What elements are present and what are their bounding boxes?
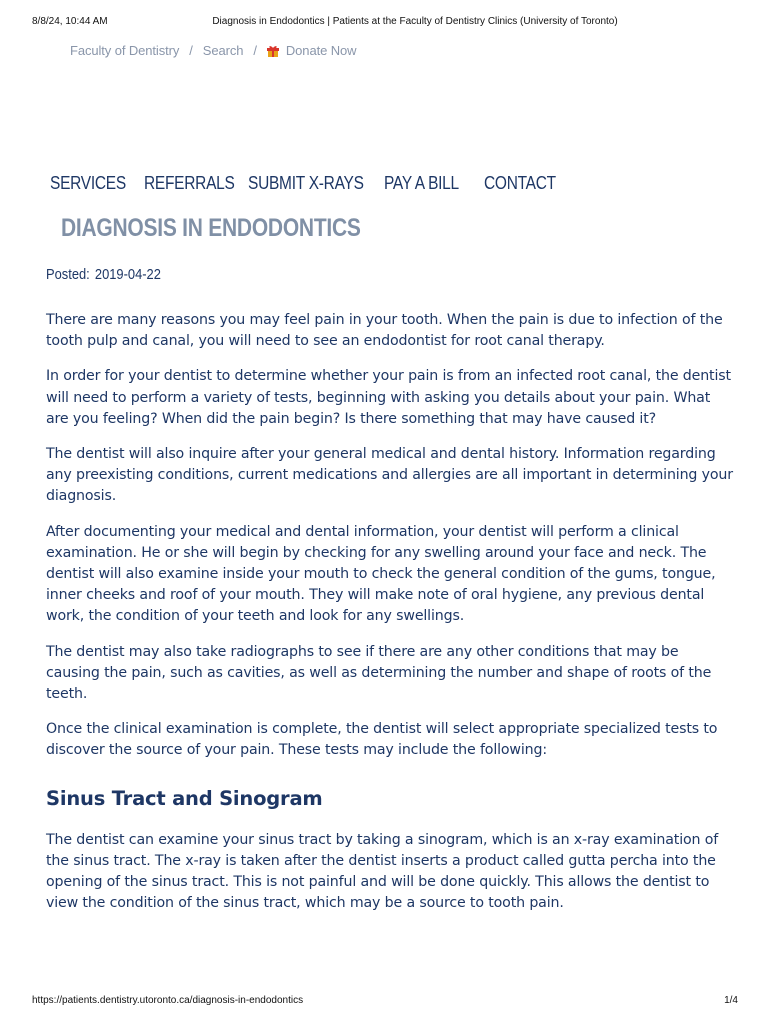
print-url: https://patients.dentistry.utoronto.ca/diagnosis-in-endodontics <box>32 995 304 1006</box>
article-paragraph: Once the clinical examination is complete, the dentist will select appropriate specialized tests to discover the source of your pain. These tests may include the following: <box>46 721 718 759</box>
posted-date <box>46 266 161 283</box>
breadcrumb-separator: / <box>253 42 257 58</box>
article-paragraph: The dentist may also take radiographs to see if there are any other conditions that may be causing the pain, such as cavities, as well as determining the number and shape of roots of the teeth. <box>46 643 712 703</box>
breadcrumb-separator: / <box>189 42 193 58</box>
article-paragraph: In order for your dentist to determine whether your pain is from an infected root canal, the dentist will need to perform a variety of tests, beginning with asking you details about your pain. What are you feeling? When did the pain begin? Is there something that may have caused it? <box>46 368 731 427</box>
breadcrumb-faculty-link[interactable]: Faculty of Dentistry <box>70 42 180 58</box>
donate-now-link[interactable] <box>267 43 357 58</box>
donate-now-label: Donate Now <box>285 42 357 58</box>
article-paragraph: There are many reasons you may feel pain in your tooth. When the pain is due to infection of the tooth pulp and canal, you will need to see an endodontist for root canal therapy. <box>46 312 723 350</box>
posted-label: Posted: <box>46 266 90 283</box>
article-paragraph: The dentist will also inquire after your general medical and dental history. Information regarding any preexisting conditions, current medications and allergies are all important in determining your diagnosis. <box>46 446 733 505</box>
breadcrumb-search-link[interactable]: Search <box>202 42 244 58</box>
print-page-number: 1/4 <box>724 995 738 1006</box>
nav-services[interactable]: SERVICES <box>50 173 126 193</box>
article-body <box>46 310 736 929</box>
print-header <box>32 16 738 30</box>
posted-date-value: 2019-04-22 <box>94 266 161 283</box>
main-nav <box>50 173 564 199</box>
print-footer <box>32 995 738 1009</box>
breadcrumb <box>70 41 356 59</box>
nav-referrals[interactable]: REFERRALS <box>144 173 235 193</box>
gift-icon <box>267 45 279 57</box>
print-doc-title: Diagnosis in Endodontics | Patients at the Faculty of Dentistry Clinics (University of Toronto) <box>212 16 618 27</box>
print-datetime: 8/8/24, 10:44 AM <box>32 16 108 27</box>
section-paragraph: The dentist can examine your sinus tract by taking a sinogram, which is an x-ray examination of the sinus tract. The x-ray is taken after the dentist inserts a product called gutta percha into the opening of the sinus tract. This is not painful and will be done quickly. This allows the dentist to view the condition of the sinus tract, which may be a source to tooth pain. <box>46 831 719 912</box>
article-paragraph: After documenting your medical and dental information, your dentist will perform a clinical examination. He or she will begin by checking for any swelling around your face and neck. The dentist will also examine inside your mouth to check the general condition of the gums, tongue, inner cheeks and roof of your mouth. They will make note of oral hygiene, any previous dental work, the condition of your teeth and look for any swellings. <box>46 523 716 625</box>
nav-contact[interactable]: CONTACT <box>484 173 556 193</box>
nav-submit-xrays[interactable]: SUBMIT X-RAYS <box>248 173 364 193</box>
page-title: DIAGNOSIS IN ENDODONTICS <box>61 214 361 242</box>
section-heading: Sinus Tract and Sinogram <box>46 786 323 810</box>
nav-pay-a-bill[interactable]: PAY A BILL <box>384 173 459 193</box>
